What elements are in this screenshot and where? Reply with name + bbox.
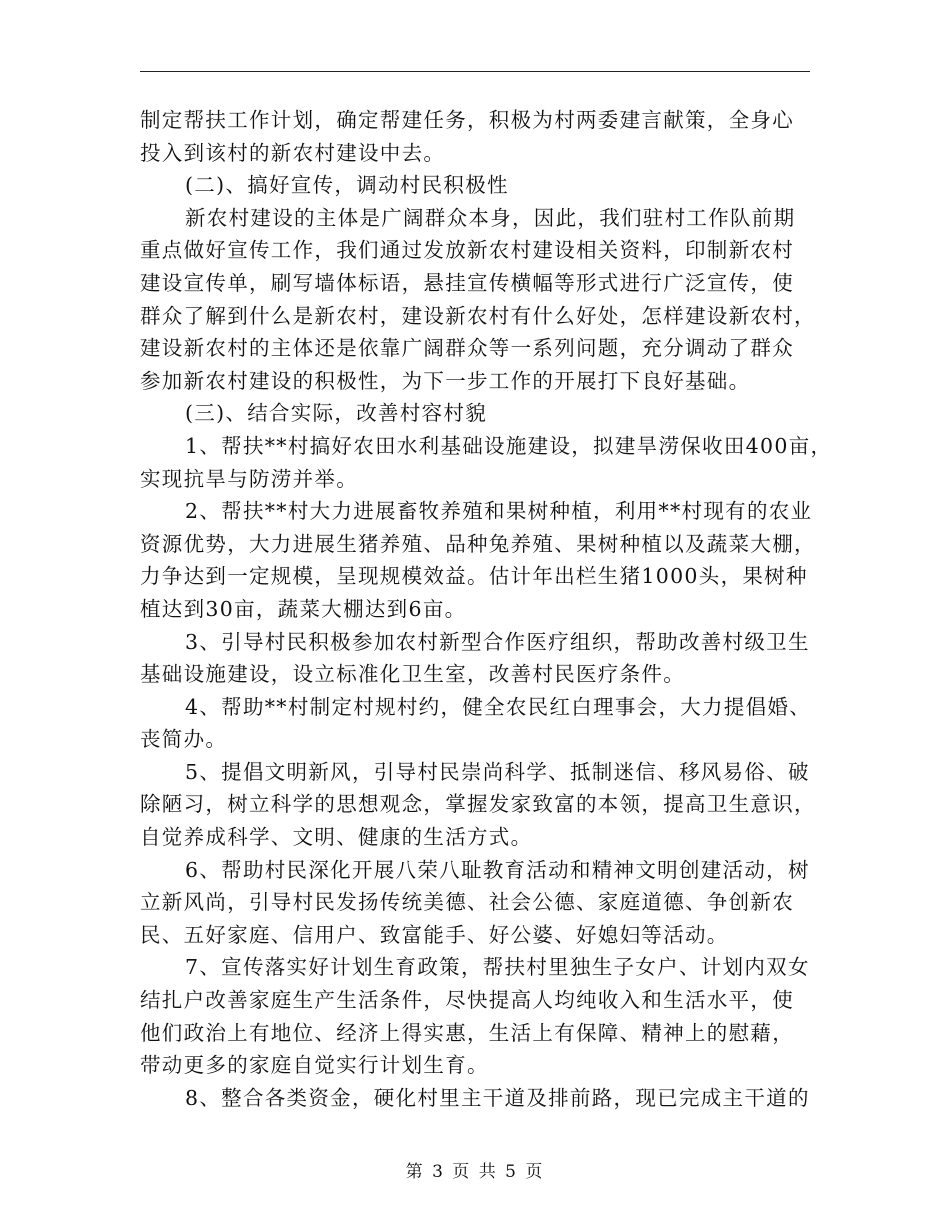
page-footer: 第 3 页 共 5 页 xyxy=(405,1162,545,1182)
text-line: 资源优势，大力进展生猪养殖、品种兔养殖、果树种植以及蔬菜大棚， xyxy=(140,531,816,556)
text-line: 4、帮助**村制定村规村约，健全农民红白理事会，大力提倡婚、 xyxy=(185,694,812,719)
text-line: 立新风尚，引导村民发扬传统美德、社会公德、家庭道德、争创新农 xyxy=(140,890,794,915)
text-line: 建设宣传单，刷写墙体标语，悬挂宣传横幅等形式进行广泛宣传，使 xyxy=(140,270,794,295)
text-line: 重点做好宣传工作，我们通过发放新农村建设相关资料，印制新农村 xyxy=(140,238,794,263)
text-line: 除陋习，树立科学的思想观念，掌握发家致富的本领，提高卫生意识， xyxy=(140,792,816,817)
text-line: 带动更多的家庭自觉实行计划生育。 xyxy=(140,1053,489,1078)
text-line: 2、帮扶**村大力进展畜牧养殖和果树种植，利用**村现有的农业 xyxy=(185,499,813,524)
text-line: 丧简办。 xyxy=(140,727,228,752)
text-line: 参加新农村建设的积极性，为下一步工作的开展打下良好基础。 xyxy=(140,368,751,393)
text-line: 自觉养成科学、文明、健康的生活方式。 xyxy=(140,825,533,850)
text-line: 力争达到一定规模，呈现规模效益。估计年出栏生猪1000头，果树种 xyxy=(140,564,808,589)
text-line: 新农村建设的主体是广阔群众本身，因此，我们驻村工作队前期 xyxy=(185,205,796,230)
document-body xyxy=(140,104,833,1114)
text-line: 7、宣传落实好计划生育政策，帮扶村里独生子女户、计划内双女 xyxy=(185,955,810,980)
text-line: 民、五好家庭、信用户、致富能手、好公婆、好媳妇等活动。 xyxy=(140,922,729,947)
text-line: 5、提倡文明新风，引导村民崇尚科学、抵制迷信、移风易俗、破 xyxy=(185,759,810,784)
text-line: 基础设施建设，设立标准化卫生室，改善村民医疗条件。 xyxy=(140,662,685,687)
text-line: 实现抗旱与防涝并举。 xyxy=(140,466,358,491)
text-line: 1、帮扶**村搞好农田水利基础设施建设，拟建旱涝保收田400亩， xyxy=(185,433,833,458)
text-line: 植达到30亩，蔬菜大棚达到6亩。 xyxy=(140,596,467,621)
text-line: 他们政治上有地位、经济上得实惠，生活上有保障、精神上的慰藉， xyxy=(140,1020,794,1045)
text-line: 8、整合各类资金，硬化村里主干道及排前路，现已完成主干道的 xyxy=(185,1085,810,1110)
text-line: 3、引导村民积极参加农村新型合作医疗组织，帮助改善村级卫生 xyxy=(185,629,810,654)
text-line: 制定帮扶工作计划，确定帮建任务，积极为村两委建言献策，全身心 xyxy=(140,108,794,132)
text-line: (三)、结合实际，改善村容村貌 xyxy=(185,401,487,426)
text-line: 结扎户改善家庭生产生活条件，尽快提高人均纯收入和生活水平，使 xyxy=(140,988,794,1013)
text-line: 6、帮助村民深化开展八荣八耻教育活动和精神文明创建活动，树 xyxy=(185,857,810,882)
text-line: 群众了解到什么是新农村，建设新农村有什么好处，怎样建设新农村， xyxy=(140,303,816,328)
text-line: (二)、搞好宣传，调动村民积极性 xyxy=(185,173,509,198)
text-line: 建设新农村的主体还是依靠广阔群众等一系列问题，充分调动了群众 xyxy=(140,336,794,361)
text-line: 投入到该村的新农村建设中去。 xyxy=(140,140,446,165)
header-rule xyxy=(140,71,810,72)
